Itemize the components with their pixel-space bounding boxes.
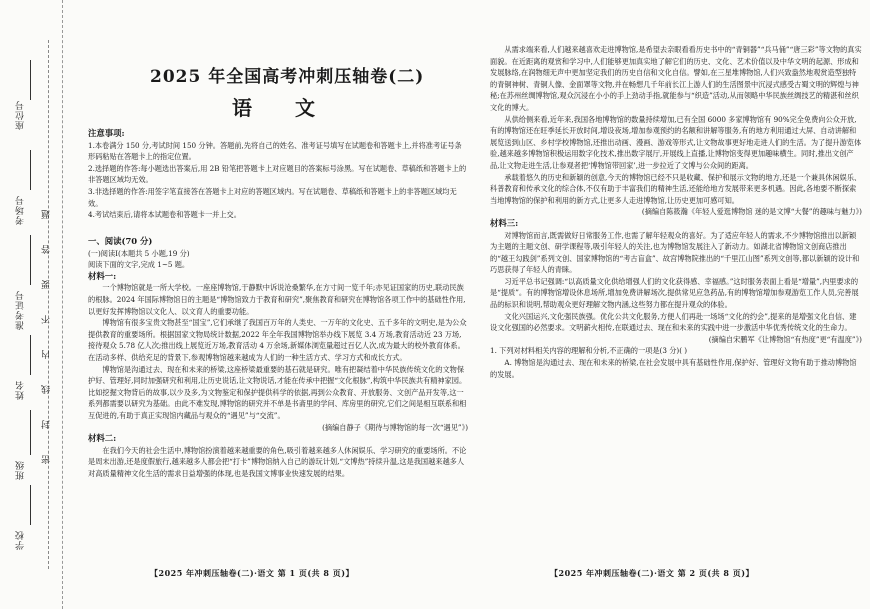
school-label: 学校 [16, 530, 26, 550]
seal-char: 封 [42, 420, 52, 429]
paragraph: 从需求端来看,人们越来越喜欢走进博物馆,是希望去亲眼看看历史书中的“青铜器”“兵马俑”“唐三彩”等文物的真实面貌。在近距离的观赏和学习中,人们能够更加真实地了解它们的历史、文化、艺术价值以及中华文明的起源、形成和发展脉络,在润物细无声中更加坚定我们的历史自信和文化自信。譬如,在三星堆博物馆,人们兴致盎然地观赏造型独特的青铜神树、青铜人像、金面罩等文物,并在畅想几千年前长江上游人们的生活图景中沉浸式感受古蜀文明的辉煌与神秘;在苏州丝绸博物馆,观众沉浸在小小的手上劲动手指,就能参与“织造”活动,从而领略中华民族丝绸技艺的精湛和丝织文化的博大。 [490, 45, 862, 112]
notes-section [88, 128, 468, 221]
right-column [490, 44, 862, 380]
paragraph: 一个博物馆就是一所大学校。一座座博物馆,于静默中诉说沧桑繁华,在方寸间一览千年;亦见证国家的历史,联动民族的根脉。2024 年国际博物馆日的主题是“博物馆致力于教育和研究”,聚焦教育和研究在博物馆各项工作中的基础性作用,以更好发挥博物馆以文化人、以文育人的重要功能。 [88, 283, 466, 316]
paragraph: 在我们今天的社会生活中,博物馆扮演着越来越重要的角色,吸引着越来越多人休闲娱乐、学习研究的重要场所。不论是周末出游,还是度假旅行,越来越多人都会把“打卡”博物馆纳入自己的游玩计划,“文博热”持续升温,这是我国越来越多人对高质量精神文化生活的需求日益增强的体现,也是我国文博事业快速发展的结果。 [88, 445, 467, 478]
seal-char: 答 [42, 245, 52, 254]
subject-title: 语 文 [232, 96, 333, 120]
sub-heading: (一)阅读Ⅰ(本题共 5 小题,19 分) [88, 248, 190, 258]
paragraph: 对博物馆而言,既需做好日常服务工作,也需了解年轻观众的喜好。为了适应年轻人的需求,不少博物馆推出以新颖为主题的主题文创、研学课程等,吸引年轻人的关注,也为博物馆发展注入了新动力。如湖北省博物馆文创商店推出的“越王勾践剑”系列文创、国家博物馆的“考古盲盒”、故宫博物院推出的“千里江山图”系列文创等,都以新颖的设计和巧思获得了年轻人的青睐。 [490, 230, 860, 275]
note-item: 2.选择题的作答:每小题选出答案后,用 2B 铅笔把答题卡上对应题目的答案标号涂黑。写在试题卷、草稿纸和答题卡上的非答题区域均无效。 [88, 163, 467, 185]
seat-number-underline [30, 60, 31, 100]
seal-char: 密 [42, 455, 52, 464]
note-item: 3.非选择题的作答:用签字笔直接答在答题卡上对应的答题区域内。写在试题卷、草稿纸和答题卡上的非答题区域均无效。 [88, 186, 457, 208]
school-underline [30, 485, 31, 525]
exam-id-underline [30, 235, 31, 285]
room-number-label: 考场号 [16, 195, 26, 225]
note-item: 1.本卷满分 150 分,考试时间 150 分钟。答题前,先将自己的姓名、准考证号填写在试题卷和答题卡上,并将准考证号条形码粘贴在答题卡上的指定位置。 [88, 140, 462, 162]
source-citation: (摘编自宋鹏军《让博物馆“有热度”更“有温度”》) [708, 334, 862, 344]
reading-section [88, 236, 468, 479]
exam-id-label: 准考证号 [16, 290, 26, 330]
class-underline [30, 410, 31, 455]
paragraph: 博物馆是沟通过去、现在和未来的桥梁,这座桥梁最重要的基石就是研究。唯有把凝结着中华民族传统文化的文物保护好、管理好,同时加强研究和利用,让历史说话,让文物说话,才能在传承中把握“文化根脉”,构筑中华民族共有精神家园。比如挖掘文物背后的故事,以少及多,为文物鉴定和保护提供科学的依据,再到公众教育、开放服务、文创产品开发等,这一系列都需要以研究为基础。由此不难发现,博物馆的研究并不单是书斋里的学问、库房里的研究,它们之间是相互联系和相互促进的,有助于真正实现馆内藏品与观众的“遇见”与“交流”。 [88, 364, 467, 420]
right-page [480, 0, 870, 609]
paragraph: 文化兴国运兴,文化强民族强。优化公共文化服务,方便人们再赴一场场“文化的约会”,提来的是增强文化自信、建设文化强国的必然要求。文明薪火相传,在联通过去、现在和未来的实践中进一步激活中华优秀传统文化的生命力。 [490, 311, 857, 333]
seal-char: 内 [42, 350, 52, 359]
name-label: 姓名 [16, 380, 26, 400]
notes-heading: 注意事项: [88, 128, 125, 138]
note-item: 4.考试结束后,请将本试题卷和答题卡一并上交。 [88, 210, 241, 220]
material-3-title: 材料三: [490, 217, 519, 228]
seal-char: 线 [42, 385, 52, 394]
source-citation: (摘编自静子《期待与博物馆的每一次“遇见”》) [322, 422, 468, 432]
room-number-underline [30, 150, 31, 190]
binding-gutter [0, 0, 63, 609]
paragraph: 博物馆有很多宝贵文物甚至“国宝”,它们承继了我国百万年的人类史、一万年的文化史、五千多年的文明史,是为公众提供教育的重要场所。根据国家文物局统计数据,2022 年全年我国博物馆举办线下展览 3.4 万场,教育活动近 23 万场,接待观众 5.78 亿人次;推出线上展览近万场,教育活动 4 万余场,新媒体浏览量超过百亿人次,成为最大的校外教育体系。在活动多样、供给充足的背景下,参观博物馆越来越成为人们的一种生活方式、学习方式和成长方式。 [88, 318, 467, 362]
instruction: 阅读下面的文字,完成 1~5 题。 [88, 260, 190, 270]
seal-char: 要 [42, 280, 52, 289]
exam-title: 2025 年全国高考冲刺压轴卷(二) [150, 67, 425, 87]
name-underline [30, 335, 31, 375]
paragraph: 承载着悠久的历史和新颖的创意,今天的博物馆已经不只是收藏、保护和展示文物的地方,还是一个兼具休闲娱乐、科普教育和传承文化的综合体,不仅有助于丰富我们的精神生活,还能给地方发展带来更多机遇。因此,各地要不断探索当地博物馆的保护和利用的新方式,让更多人走进博物馆,让历史更加可感可知。 [490, 172, 862, 205]
seat-number-label: 座位号 [16, 100, 26, 130]
question-1-option-a: A. 博物馆是沟通过去、现在和未来的桥梁,在社会发展中具有基础性作用,保护好、管理好文物有助于推动博物馆的发展。 [490, 358, 857, 379]
material-1-title: 材料一: [88, 270, 117, 281]
paragraph: 习近平总书记强调:“以高质量文化供给增强人们的文化获得感、幸福感。”这时服务表面上看是“增量”,内里要求的是“提质”。有的博物馆增设休息场所,增加免费讲解场次,提供常见应急药品,有的博物馆增加参观游览工作人员,完善展品的标识和说明,帮助观众更好理解文物内涵,这些努力都在提升观众的体验。 [490, 276, 859, 310]
seal-line [48, 40, 49, 569]
seal-char: 题 [42, 210, 52, 219]
page-footer-left: 【2025 年冲刺压轴卷(二)·语文 第 1 页(共 8 页)】 [150, 568, 355, 578]
class-label: 班级 [16, 460, 26, 480]
paragraph: 从供给侧来看,近年来,我国各地博物馆的数量持续增加,已有全国 6000 多家博物馆有 90%完全免费向公众开放,有的博物馆还在旺季延长开放时间,增设夜场,增加参观预约的名额和讲解等服务,有的地方利用通过大屏、自动讲解和展览送到山区、乡村学校博物馆,还推出动画、漫画、游戏等形式,让文物故事更好地走进人们的生活。为了提升游览体验,越来越多博物馆积极运用数字化技术,推出数字展厅,开展线上直播,让博物馆变得更加趣味横生。同时,推出文创产品,让文物走进生活,让参观者把‘博物馆带回家’,进一步拉近了文博与公众间的距离。 [490, 114, 862, 170]
page-footer-right: 【2025 年冲刺压轴卷(二)·语文 第 2 页(共 8 页)】 [550, 568, 755, 578]
material-2-title: 材料二: [88, 433, 117, 444]
question-1: 1. 下列对材料相关内容的理解和分析,不正确的一项是(3 分)( ) [490, 346, 688, 356]
seal-char: 不 [42, 315, 52, 324]
section-heading: 一、阅读(70 分) [88, 236, 153, 246]
source-citation: (摘编自陈筱瀚《年轻人爱逛博物馆 迷的是文博“大餐”的趣味与魅力》) [641, 207, 862, 217]
